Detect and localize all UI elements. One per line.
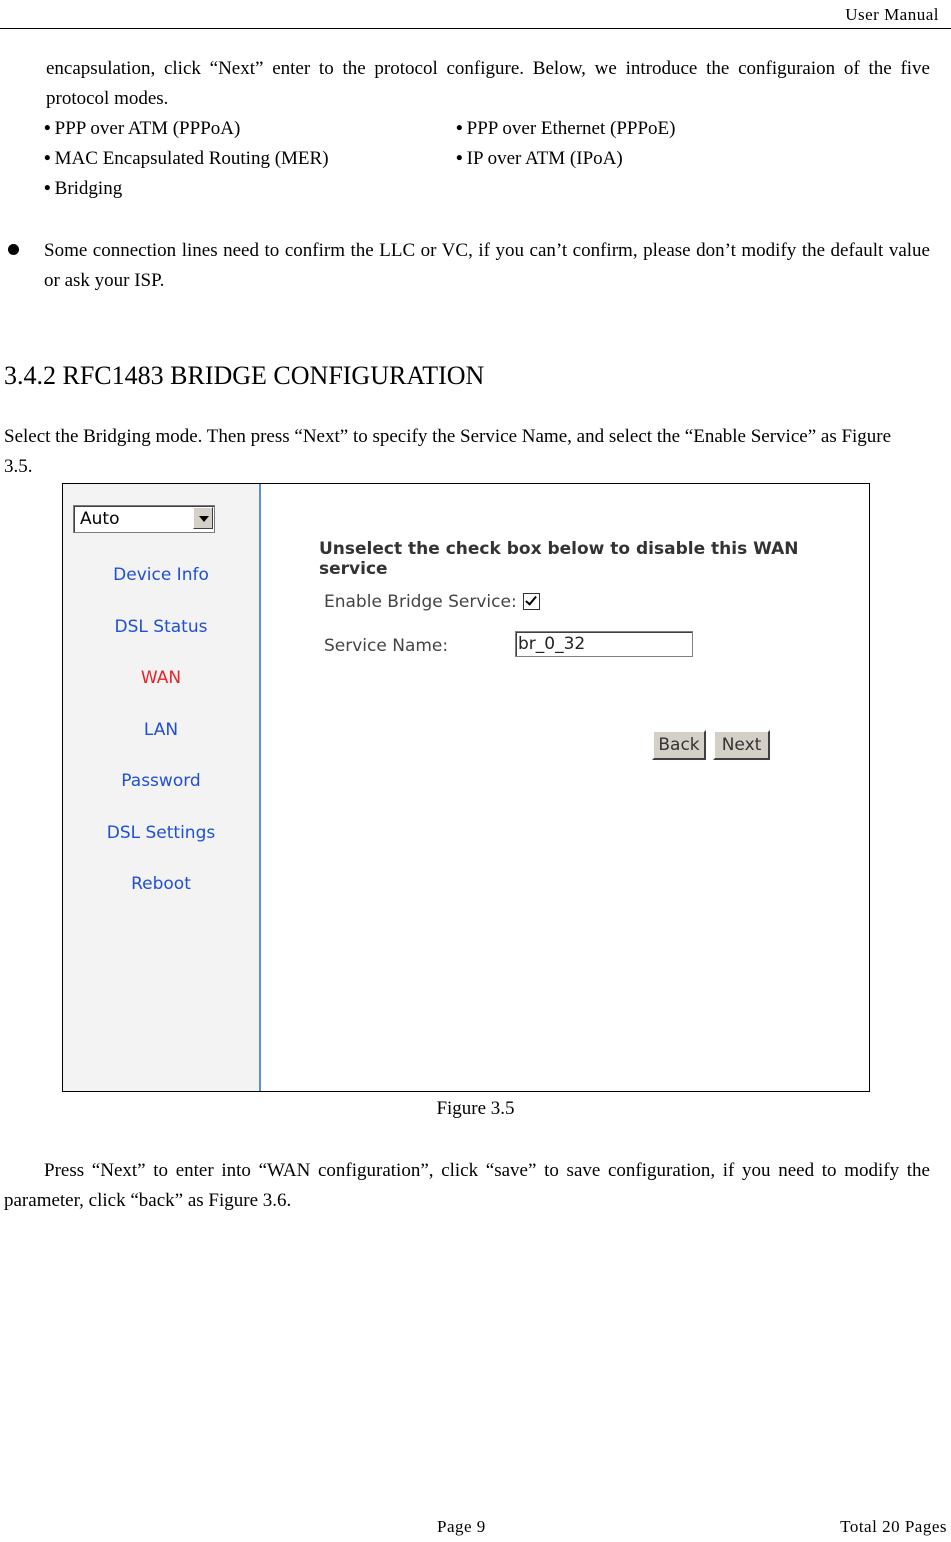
service-name-input[interactable] <box>515 631 693 657</box>
mode-bullet-pppoe: • PPP over Ethernet (PPPoE) <box>456 118 676 139</box>
bullet-char: • <box>44 148 51 169</box>
nav-dsl-settings[interactable]: DSL Settings <box>106 823 216 843</box>
note-paragraph: Some connection lines need to confirm the LLC or VC, if you can’t confirm, please don’t modify the default value or ask your ISP. <box>44 240 930 291</box>
nav-password[interactable]: Password <box>121 771 201 791</box>
enable-bridge-label: Enable Bridge Service: <box>324 592 517 612</box>
chevron-down-icon[interactable] <box>193 507 213 529</box>
next-button[interactable]: Next <box>713 730 770 760</box>
figure-screenshot <box>62 483 870 1092</box>
nav-dsl-status[interactable]: DSL Status <box>114 617 208 637</box>
figure-caption: Figure 3.5 <box>436 1098 515 1119</box>
nav-lan[interactable]: LAN <box>143 720 179 740</box>
bullet-char: • <box>456 148 463 169</box>
nav-wan[interactable]: WAN <box>140 668 182 688</box>
closing-paragraph: Press “Next” to enter into “WAN configuration”, click “save” to save configuration, if you need to modify the parameter, click “back” as Figure 3.6. <box>4 1160 930 1211</box>
mode-bullet-pppoa: • PPP over ATM (PPPoA) <box>44 118 241 139</box>
wan-service-heading: Unselect the check box below to disable this WAN service <box>319 539 799 579</box>
mode-bullet-ipoa: • IP over ATM (IPoA) <box>456 148 623 169</box>
dropdown-value: Auto <box>80 509 120 529</box>
note-bullet-icon <box>8 244 19 255</box>
mode-dropdown[interactable] <box>73 505 215 533</box>
enable-bridge-checkbox[interactable] <box>523 593 540 610</box>
header-rule <box>0 28 951 29</box>
mode-bullet-mer: • MAC Encapsulated Routing (MER) <box>44 148 329 169</box>
nav-device-info[interactable]: Device Info <box>113 565 209 585</box>
bullet-char: • <box>456 118 463 139</box>
sidebar <box>63 484 261 1091</box>
footer-total-pages: Total 20 Pages <box>840 1517 947 1536</box>
intro-paragraph: encapsulation, click “Next” enter to the protocol configure. Below, we introduce the configuraion of the five protocol modes. <box>46 58 930 109</box>
bullet-char: • <box>44 178 51 199</box>
service-name-value: br_0_32 <box>518 634 586 654</box>
mode-bullet-bridging: • Bridging <box>44 178 123 199</box>
footer-page-number: Page 9 <box>437 1517 486 1536</box>
nav-reboot[interactable]: Reboot <box>131 874 191 894</box>
document-header-title: User Manual <box>845 5 939 24</box>
section-heading: 3.4.2 RFC1483 BRIDGE CONFIGURATION <box>4 361 485 390</box>
service-name-label: Service Name: <box>324 636 449 656</box>
section-paragraph: Select the Bridging mode. Then press “Next” to specify the Service Name, and select the “Enable Service” as Figure 3.5. <box>4 426 892 477</box>
back-button[interactable]: Back <box>652 730 706 760</box>
bullet-char: • <box>44 118 51 139</box>
